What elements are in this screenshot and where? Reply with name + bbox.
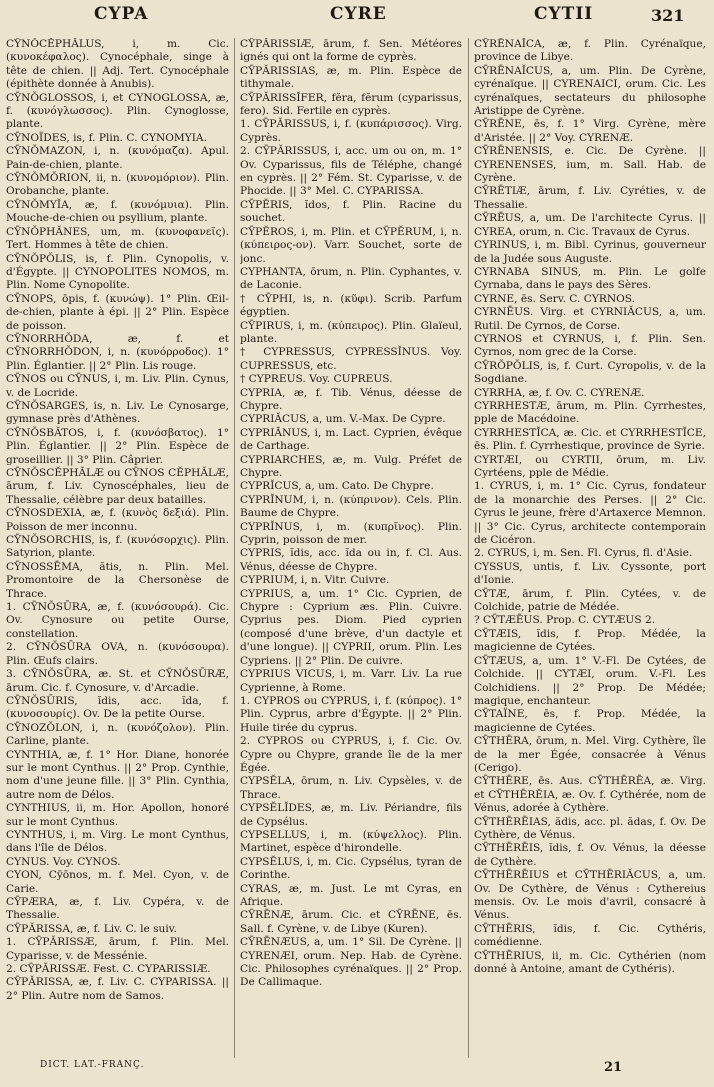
dictionary-entry: 1. CȲNŎSŪRA, æ, f. (κυνόσουρά). Cic. Ov. Cynosure ou petite Ourse, constellation. bbox=[6, 601, 229, 640]
dictionary-entry: CȲNŎSŪRIS, ĭdis, acc. ĭda, f. (κυνοσουρίς). Ov. De la petite Ourse. bbox=[6, 694, 229, 721]
dictionary-entry: 3. CȲNŎSŪRA, æ. St. et CȲNŎSŪRÆ, ārum. Cic. f. Cynosure, v. d'Arcadie. bbox=[6, 668, 229, 694]
dictionary-entry: CȲNŎGLOSSOS, i, et CYNOGLOSSA, æ, f. (κυνόγλωσσος). Plin. Cynoglosse, plante. bbox=[6, 91, 229, 131]
dictionary-entry: CȲTÆ, ārum, f. Plin. Cytées, v. de Colchide, patrie de Médée. bbox=[474, 587, 706, 614]
signature-number: 21 bbox=[604, 1060, 623, 1075]
dictionary-entry: CȲNŎPŎLIS, is, f. Plin. Cynopolis, v. d'Égypte. || CYNOPOLITES NOMOS, m. Plin. Nome Cynopolite. bbox=[6, 252, 229, 292]
dictionary-entry: CYPRIUS VICUS, i, m. Varr. Liv. La rue Cyprienne, à Rome. bbox=[240, 668, 462, 694]
dictionary-entry: CYRAS, æ, m. Just. Le mt Cyras, en Afrique. bbox=[240, 882, 462, 908]
dictionary-entry: CȲTÆUS, a, um. 1° V.-Fl. De Cytées, de Colchide. || CYTÆI, orum. V.-Fl. Les Colchidiens. || 2° Prop. De Médée; magique, enchanteur. bbox=[474, 654, 706, 707]
dictionary-entry: CYPSĔLĬDES, æ, m. Liv. Périandre, fils de Cypsélus. bbox=[240, 802, 462, 828]
dictionary-entry: CYPRĬCUS, a, um. Cato. De Chypre. bbox=[240, 480, 434, 493]
dictionary-entry: CȲPĔRIS, ĭdos, f. Plin. Racine du souchet. bbox=[240, 198, 462, 225]
dictionary-entry: CȲNŎSORCHIS, is, f. (κυνόσορχις). Plin. Satyrion, plante. bbox=[6, 534, 229, 560]
dictionary-entry: CȲRĒNAĬCUS, a, um. Plin. De Cyrène, cyrénaïque. || CYRENAICI, orum. Cic. Les cyrénaïques, sectateurs du philosophe Aristippe de Cyrène. bbox=[474, 64, 706, 118]
dictionary-entry: CYPHANTA, ōrum, n. Plin. Cyphantes, v. de Laconie. bbox=[240, 265, 462, 292]
column-right bbox=[474, 38, 706, 1058]
dictionary-entry: CȲPÆRA, æ, f. Liv. Cypéra, v. de Thessalie. bbox=[6, 896, 229, 922]
dictionary-entry: CYRRHESTĬCA, æ. Cic. et CYRRHESTĬCE, ēs. Plin. f. Cyrrhestique, province de Syrie. bbox=[474, 426, 706, 453]
dictionary-entry: CYNTHIUS, ii, m. Hor. Apollon, honoré sur le mont Cynthus. bbox=[6, 802, 229, 828]
dictionary-entry: CYPSĔLUS, i, m. Cic. Cypsélus, tyran de Corinthe. bbox=[240, 855, 462, 882]
dictionary-entry: 1. CYRUS, i, m. 1° Cic. Cyrus, fondateur de la monarchie des Perses. || 2° Cic. Cyrus le jeune, frère d'Artaxerce Memnon. || 3° Cic. Cyrus, architecte contemporain de Cicéron. bbox=[474, 480, 706, 547]
dictionary-entry: CȲPĔROS, i, m. Plin. et CȲPĔRUM, i, n. (κύπειρος-ον). Varr. Souchet, sorte de jonc. bbox=[240, 225, 462, 265]
dictionary-entry: CȲNOS ou CȲNUS, i, m. Liv. Plin. Cynus, v. de Locride. bbox=[6, 373, 229, 399]
column-middle bbox=[240, 38, 462, 1058]
dictionary-entry: CYPSĔLA, ōrum, n. Liv. Cypsèles, v. de Thrace. bbox=[240, 775, 462, 801]
running-head-right: CYTII bbox=[534, 4, 594, 24]
dictionary-entry: CYRNĒUS. Virg. et CYRNIĂCUS, a, um. Rutil. De Cyrnos, de Corse. bbox=[474, 306, 706, 332]
dictionary-entry: CYPRIĀNUS, i, m. Lact. Cyprien, évêque de Carthage. bbox=[240, 426, 462, 453]
dictionary-entry: CYRTÆI, ou CYRTII, ōrum, m. Liv. Cyrtéens, pple de Médie. bbox=[474, 453, 706, 479]
dictionary-entry: 1. CȲPĂRISSÆ, ārum, f. Plin. Mel. Cyparisse, v. de Messénie. bbox=[6, 936, 229, 962]
dictionary-entry: CYNTHIA, æ, f. 1° Hor. Diane, honorée sur le mont Cynthus. || 2° Prop. Cynthie, nom d'une jeune fille. || 3° Plin. Cynthia, autre nom de Délos. bbox=[6, 748, 229, 801]
dictionary-entry: CȲTÆIS, ĭdis, f. Prop. Médée, la magicienne de Cytées. bbox=[474, 627, 706, 654]
dictionary-entry: 1. CȲPĂRISSUS, i, f. (κυπάρισσος). Virg. Cyprès. bbox=[240, 118, 462, 144]
dictionary-entry: CȲNŎSARGES, is, n. Liv. Le Cynosarge, gymnase près d'Athènes. bbox=[6, 399, 229, 426]
dictionary-entry: CȲRĒNÆUS, a, um. 1° Sil. De Cyrène. || CYRENÆI, orum. Nep. Hab. de Cyrène. Cic. Philosophes cyrénaïques. || 2° Prop. De Callimaque. bbox=[240, 936, 462, 989]
dictionary-entry: † CYPRESSUS, CYPRESSĬNUS. Voy. CUPRESSUS, etc. bbox=[240, 346, 462, 372]
dictionary-entry: CYPRIARCHES, æ, m. Vulg. Préfet de Chypre. bbox=[240, 453, 462, 479]
dictionary-entry: CYRNOS et CYRNUS, i, f. Plin. Sen. Cyrnos, nom grec de la Corse. bbox=[474, 332, 706, 359]
column-divider-1 bbox=[234, 38, 235, 1058]
dictionary-entry: CȲNŎSBĂTOS, i, f. (κυνόσβατος). 1° Plin. Églantier. || 2° Plin. Espèce de groseillier. || 3° Plin. Câprier. bbox=[6, 426, 229, 466]
dictionary-entry: CȲNORRHŎDA, æ, f. et CȲNORRHŎDON, i, n. (κυνόρροδος). 1° Plin. Églantier. || 2° Plin. Lis rouge. bbox=[6, 332, 229, 372]
dictionary-entry: CȲRĒTIÆ, ārum, f. Liv. Cyréties, v. de Thessalie. bbox=[474, 185, 706, 211]
dictionary-entry: CYNTHUS, i, m. Virg. Le mont Cynthus, dans l'île de Délos. bbox=[6, 828, 229, 855]
dictionary-entry: CȲTHĒRIS, ĭdis, f. Cic. Cythéris, comédienne. bbox=[474, 922, 706, 949]
dictionary-entry: CYON, Cȳōnos, m. f. Mel. Cyon, v. de Carie. bbox=[6, 869, 229, 895]
dictionary-entry: CȲTHĒRA, ōrum, n. Mel. Virg. Cythère, île de la mer Égée, consacrée à Vénus (Cerigo). bbox=[474, 735, 706, 774]
running-head-left: CYPA bbox=[94, 4, 149, 24]
dictionary-entry: CȲNŎMŎRION, ii, n. (κυνομόριον). Plin. Orobanche, plante. bbox=[6, 172, 229, 198]
dictionary-entry: CȲPĂRISSĬFER, fĕra, fĕrum (cyparissus, fero). Sid. Fertile en cyprès. bbox=[240, 91, 462, 118]
dictionary-entry: CȲRĒNE, ēs, f. 1° Virg. Cyrène, mère d'Aristée. || 2° Voy. CYRENÆ. bbox=[474, 118, 706, 144]
dictionary-entry: CYPRIUS, a, um. 1° Cic. Cyprien, de Chypre : Cyprium æs. Plin. Cuivre. Cyprius pes. Diom. Pied cyprien (composé d'une brève, d'un dactyle et d'une longue). || CYPRII, orum. Plin. Les Cypriens. || 2° Plin. De cuivre. bbox=[240, 587, 462, 667]
dictionary-entry: CȲNOÏDES, is, f. Plin. C. CYNOMYIA. bbox=[6, 131, 207, 144]
dictionary-entry: 2. CȲPĂRISSÆ. Fest. C. CYPARISSIÆ. bbox=[6, 963, 211, 976]
dictionary-entry: CȲNOZŎLON, i, n. (κυνόζολον). Plin. Carline, plante. bbox=[6, 721, 229, 748]
dictionary-entry: CȲNOSSĒMA, ătis, n. Plin. Mel. Promontoire de la Chersonèse de Thrace. bbox=[6, 560, 229, 600]
running-head-center: CYRE bbox=[330, 4, 387, 24]
dictionary-entry: CȲTAÏNE, ēs, f. Prop. Médée, la magicienne de Cytées. bbox=[474, 708, 706, 734]
dictionary-entry: CȲNŎMAZON, i, n. (κυνόμαζα). Apul. Pain-de-chien, plante. bbox=[6, 145, 229, 171]
dictionary-entry: CȲRŎPŎLIS, is, f. Curt. Cyropolis, v. de la Sogdiane. bbox=[474, 359, 706, 386]
page-number: 321 bbox=[651, 6, 685, 25]
dictionary-entry: CȲRĒNÆ, ārum. Cic. et CȲRĒNE, ēs. Sall. f. Cyrène, v. de Libye (Kuren). bbox=[240, 909, 462, 935]
dictionary-entry: CȲNOPS, ōpis, f. (κυνώψ). 1° Plin. Œil-de-chien, plante à épi. || 2° Plin. Espèce de poisson. bbox=[6, 292, 229, 332]
dictionary-entry: CȲNOSDEXIA, æ, f. (κυνὸς δεξιά). Plin. Poisson de mer inconnu. bbox=[6, 507, 229, 533]
dictionary-entry: CȲRĒNENSIS, e. Cic. De Cyrène. || CYRENENSES, ium, m. Sall. Hab. de Cyrène. bbox=[474, 145, 706, 185]
dictionary-entry: CYPRIS, ĭdis, acc. ĭda ou in, f. Cl. Aus. Vénus, déesse de Chypre. bbox=[240, 547, 462, 573]
dictionary-entry: CȲNŎMYĬA, æ, f. (κυνόμυια). Plin. Mouche-de-chien ou psyllium, plante. bbox=[6, 198, 229, 225]
dictionary-entry: CYNUS. Voy. CYNOS. bbox=[6, 855, 121, 868]
dictionary-entry: CȲPĂRISSIÆ, ārum, f. Sen. Météores ignés qui ont la forme de cyprès. bbox=[240, 38, 462, 64]
dictionary-entry: 2. CYPROS ou CYPRUS, i, f. Cic. Ov. Cypre ou Chypre, grande île de la mer Égée. bbox=[240, 735, 462, 774]
dictionary-entry: 1. CYPROS ou CYPRUS, i, f. (κύπρος). 1° Plin. Cyprus, arbre d'Égypte. || 2° Plin. Huile tirée du cyprus. bbox=[240, 694, 462, 734]
dictionary-entry: CȲNŎSCĔPHĂLÆ ou CȲNOS CĔPHĂLÆ, ārum, f. Liv. Cynoscéphales, lieu de Thessalie, célèbre par deux batailles. bbox=[6, 467, 229, 506]
dictionary-entry: CYRINUS, i, m. Bibl. Cyrinus, gouverneur de la Judée sous Auguste. bbox=[474, 239, 706, 265]
column-divider-2 bbox=[468, 38, 469, 1058]
dictionary-entry: ? CȲTÆĒUS. Prop. C. CYTÆUS 2. bbox=[474, 614, 656, 627]
dictionary-entry: CYPSELLUS, i, m. (κύψελλος). Plin. Martinet, espèce d'hirondelle. bbox=[240, 828, 462, 855]
dictionary-entry: CȲTHĒRĒIUS et CȲTHĒRIĂCUS, a, um. Ov. De Cythère, de Vénus : Cythereius mensis. Ov. Le mois d'avril, consacré à Vénus. bbox=[474, 869, 706, 922]
dictionary-entry: CȲTHĒRĒIS, ĭdis, f. Ov. Vénus, la déesse de Cythère. bbox=[474, 842, 706, 868]
dictionary-entry: CYRNABA SINUS, m. Plin. Le golfe Cyrnaba, dans le pays des Sères. bbox=[474, 265, 706, 292]
dictionary-entry: CȲPĂRISSA, æ, f. Liv. C. le suiv. bbox=[6, 922, 177, 935]
dictionary-entry: CYRRHA, æ, f. Ov. C. CYRENÆ. bbox=[474, 386, 645, 399]
dictionary-entry: CȲPĂRISSIAS, æ, m. Plin. Espèce de tithymale. bbox=[240, 64, 462, 91]
signature-mark: DICT. LAT.-FRANÇ. bbox=[40, 1060, 145, 1070]
dictionary-entry: 2. CȲNŎSŪRA OVA, n. (κυνόσουρα). Plin. Œufs clairs. bbox=[6, 641, 229, 667]
dictionary-entry: CȲPĂRISSA, æ, f. Liv. C. CYPARISSA. || 2° Plin. Autre nom de Samos. bbox=[6, 976, 229, 1002]
dictionary-entry: CȲRĒUS, a, um. De l'architecte Cyrus. || CYREA, orum, n. Cic. Travaux de Cyrus. bbox=[474, 212, 706, 238]
dictionary-entry: † CYPREUS. Voy. CUPREUS. bbox=[240, 373, 393, 386]
dictionary-entry: CYPRIĂCUS, a, um. V.-Max. De Cypre. bbox=[240, 413, 446, 426]
dictionary-entry: CȲNŎPHĂNES, um, m. (κυνοφανεῖς). Tert. Hommes à tête de chien. bbox=[6, 225, 229, 252]
dictionary-entry: CȲRĒNAĬCA, æ, f. Plin. Cyrénaïque, province de Libye. bbox=[474, 38, 706, 64]
dictionary-entry: CȲTHĒRE, ēs. Aus. CȲTHĒRĒA, æ. Virg. et CȲTHĒRĔIA, æ. Ov. f. Cythérée, nom de Vénus, adorée à Cythère. bbox=[474, 775, 706, 815]
dictionary-entry: CYSSUS, untis, f. Liv. Cyssonte, port d'Ionie. bbox=[474, 560, 706, 587]
dictionary-entry: CYPRIA, æ, f. Tib. Vénus, déesse de Chypre. bbox=[240, 386, 462, 412]
dictionary-entry: CȲTHĒRĒIAS, ădis, acc. pl. ădas, f. Ov. De Cythère, de Vénus. bbox=[474, 815, 706, 841]
page-header bbox=[0, 4, 714, 34]
dictionary-entry: CYPRIUM, i, n. Vitr. Cuivre. bbox=[240, 574, 390, 587]
dictionary-entry: † CȲPHI, is, n. (κῦφι). Scrib. Parfum égyptien. bbox=[240, 292, 462, 319]
dictionary-entry: 2. CYRUS, i, m. Sen. Fl. Cyrus, fl. d'Asie. bbox=[474, 547, 693, 560]
dictionary-entry: CYPRĬNUS, i, m. (κυπρῖνος). Plin. Cyprin, poisson de mer. bbox=[240, 520, 462, 547]
dictionary-entry: CYRRHESTÆ, ārum, m. Plin. Cyrrhestes, pple de Macédoine. bbox=[474, 399, 706, 426]
dictionary-entry: CȲNŎCĔPHĂLUS, i, m. Cic. (κυνοκέφαλος). Cynocéphale, singe à tête de chien. || Adj. Tert. Cynocéphale (épithète donnée à Anubis). bbox=[6, 38, 229, 91]
dictionary-entry: CȲTHĒRIUS, ii, m. Cic. Cythérien (nom donné à Antoine, amant de Cythéris). bbox=[474, 949, 706, 976]
dictionary-entry: 2. CȲPĂRISSUS, i, acc. um ou on, m. 1° Ov. Cyparissus, fils de Téléphe, changé en cyprès. || 2° Fém. St. Cyparisse, v. de Phocide. || 3° Mel. C. CYPARISSA. bbox=[240, 145, 462, 198]
dictionary-entry: CYRNE, ēs. Serv. C. CYRNOS. bbox=[474, 292, 636, 305]
dictionary-entry: CȲPIRUS, i, m. (κύπειρος). Plin. Glaïeul, plante. bbox=[240, 319, 462, 345]
dictionary-entry: CYPRĬNUM, i, n. (κύπρινον). Cels. Plin. Baume de Chypre. bbox=[240, 493, 462, 520]
column-left bbox=[6, 38, 229, 1058]
